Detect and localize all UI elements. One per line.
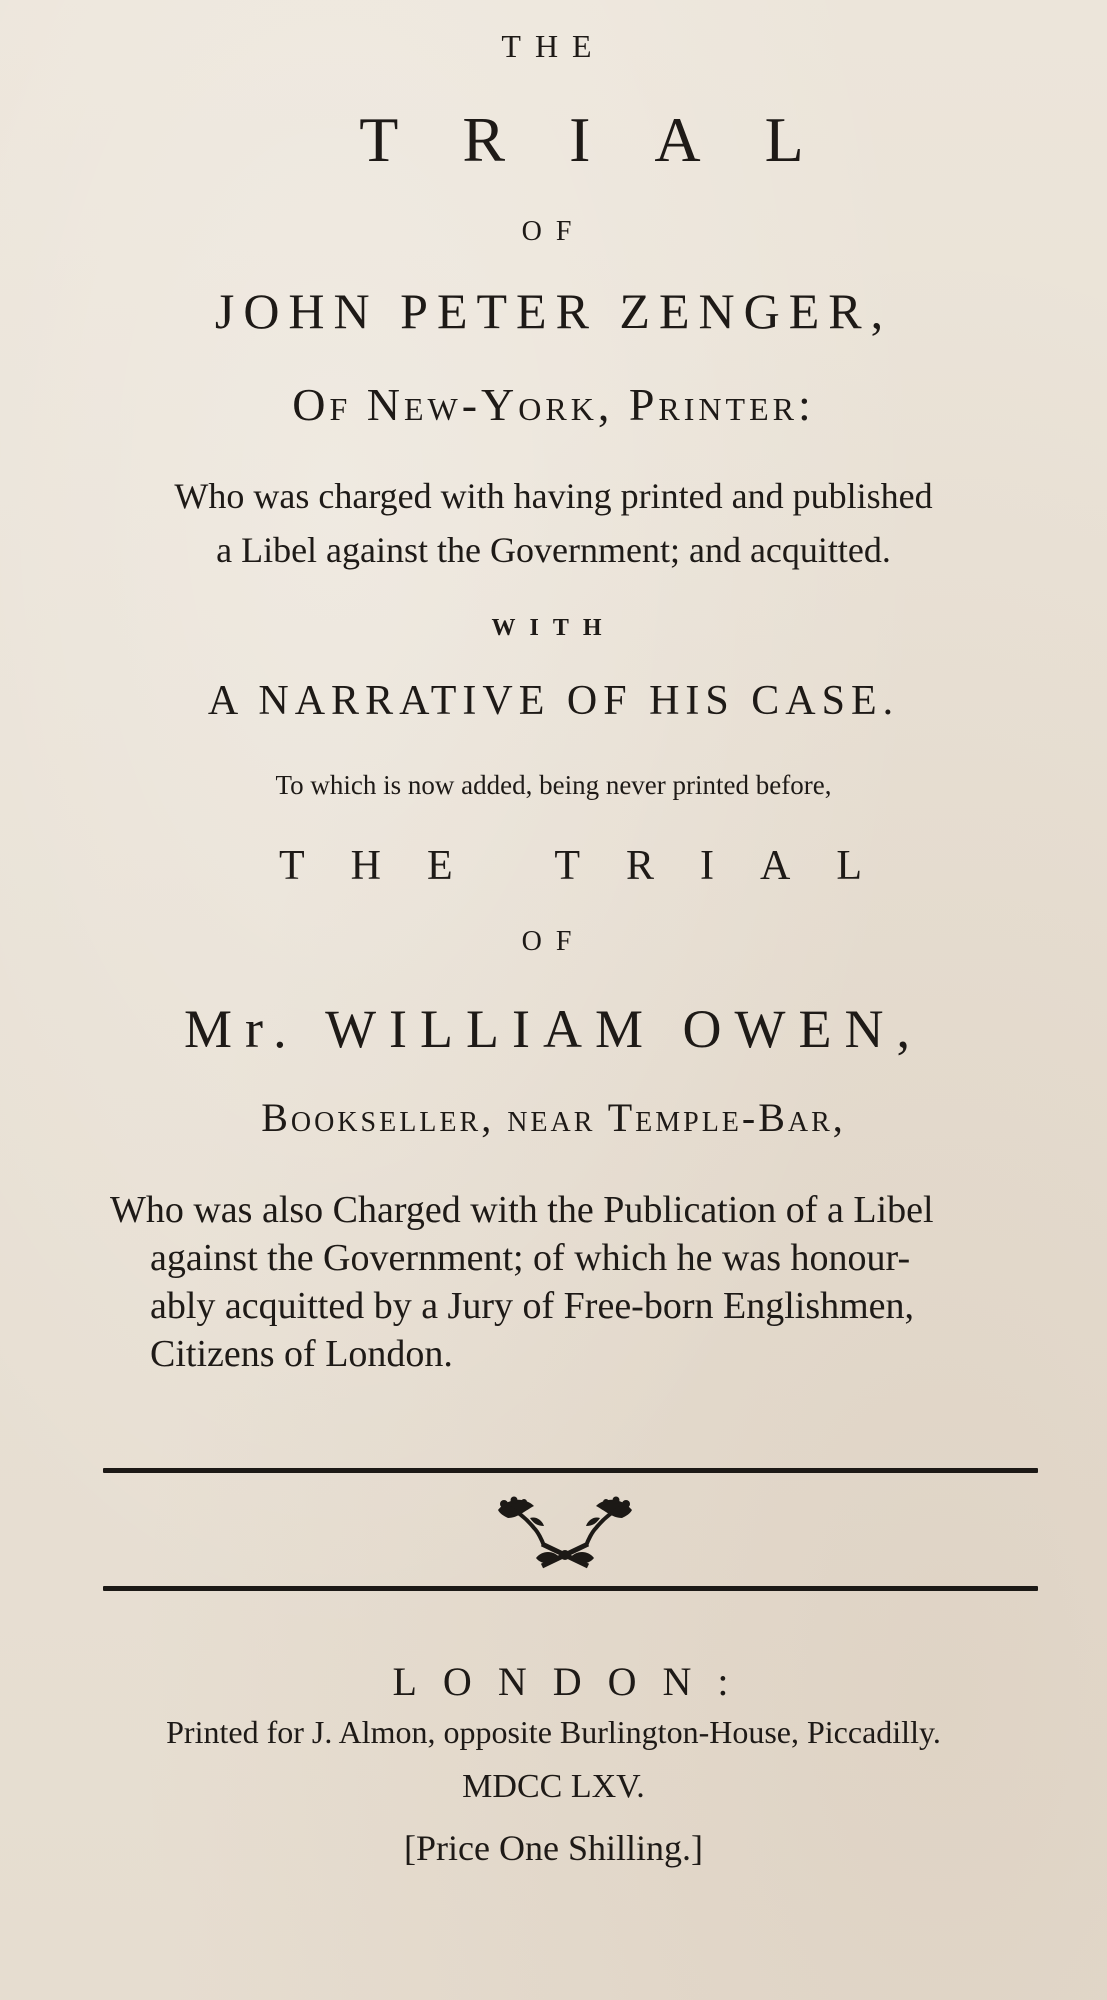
- charge-line-2: a Libel against the Government; and acquitted.: [216, 530, 891, 570]
- owen-charge-line-4: Citizens of London.: [150, 1333, 453, 1375]
- fleuron-ornament-icon: [490, 1488, 640, 1572]
- owen-charge-line-2: against the Government; of which he was honour-: [150, 1237, 911, 1279]
- heading-with: WITH: [491, 615, 616, 641]
- imprint-price: [Price One Shilling.]: [404, 1828, 703, 1868]
- charge-line-1: Who was charged with having printed and published: [174, 476, 933, 516]
- defendant-name: JOHN PETER ZENGER,: [214, 283, 893, 339]
- defendant-place: Of New-York, Printer:: [292, 379, 815, 430]
- owen-trade: Bookseller, near Temple-Bar,: [261, 1095, 846, 1140]
- bottom-rule: [103, 1586, 1038, 1591]
- owen-charge-line-1: Who was also Charged with the Publication of a Libel: [110, 1189, 934, 1231]
- imprint-city: LONDON:: [392, 1659, 755, 1704]
- owen-charge-paragraph: [110, 1186, 1040, 1378]
- heading-trial: TRIAL: [359, 104, 868, 175]
- narrative-heading: A NARRATIVE OF HIS CASE.: [207, 678, 900, 724]
- imprint-printer: Printed for J. Almon, opposite Burlington-House, Piccadilly.: [166, 1714, 941, 1750]
- owen-name: Mr. WILLIAM OWEN,: [184, 999, 923, 1059]
- heading-the-trial-2: THE TRIAL: [278, 843, 909, 889]
- owen-charge-line-3: ably acquitted by a Jury of Free-born Englishmen,: [150, 1285, 915, 1327]
- heading-the: THE: [501, 28, 606, 64]
- top-rule: [103, 1468, 1038, 1473]
- heading-of-2: OF: [521, 926, 586, 957]
- heading-of-1: OF: [521, 216, 586, 247]
- added-note: To which is now added, being never printed before,: [275, 770, 832, 800]
- imprint-year: MDCC LXV.: [462, 1768, 645, 1805]
